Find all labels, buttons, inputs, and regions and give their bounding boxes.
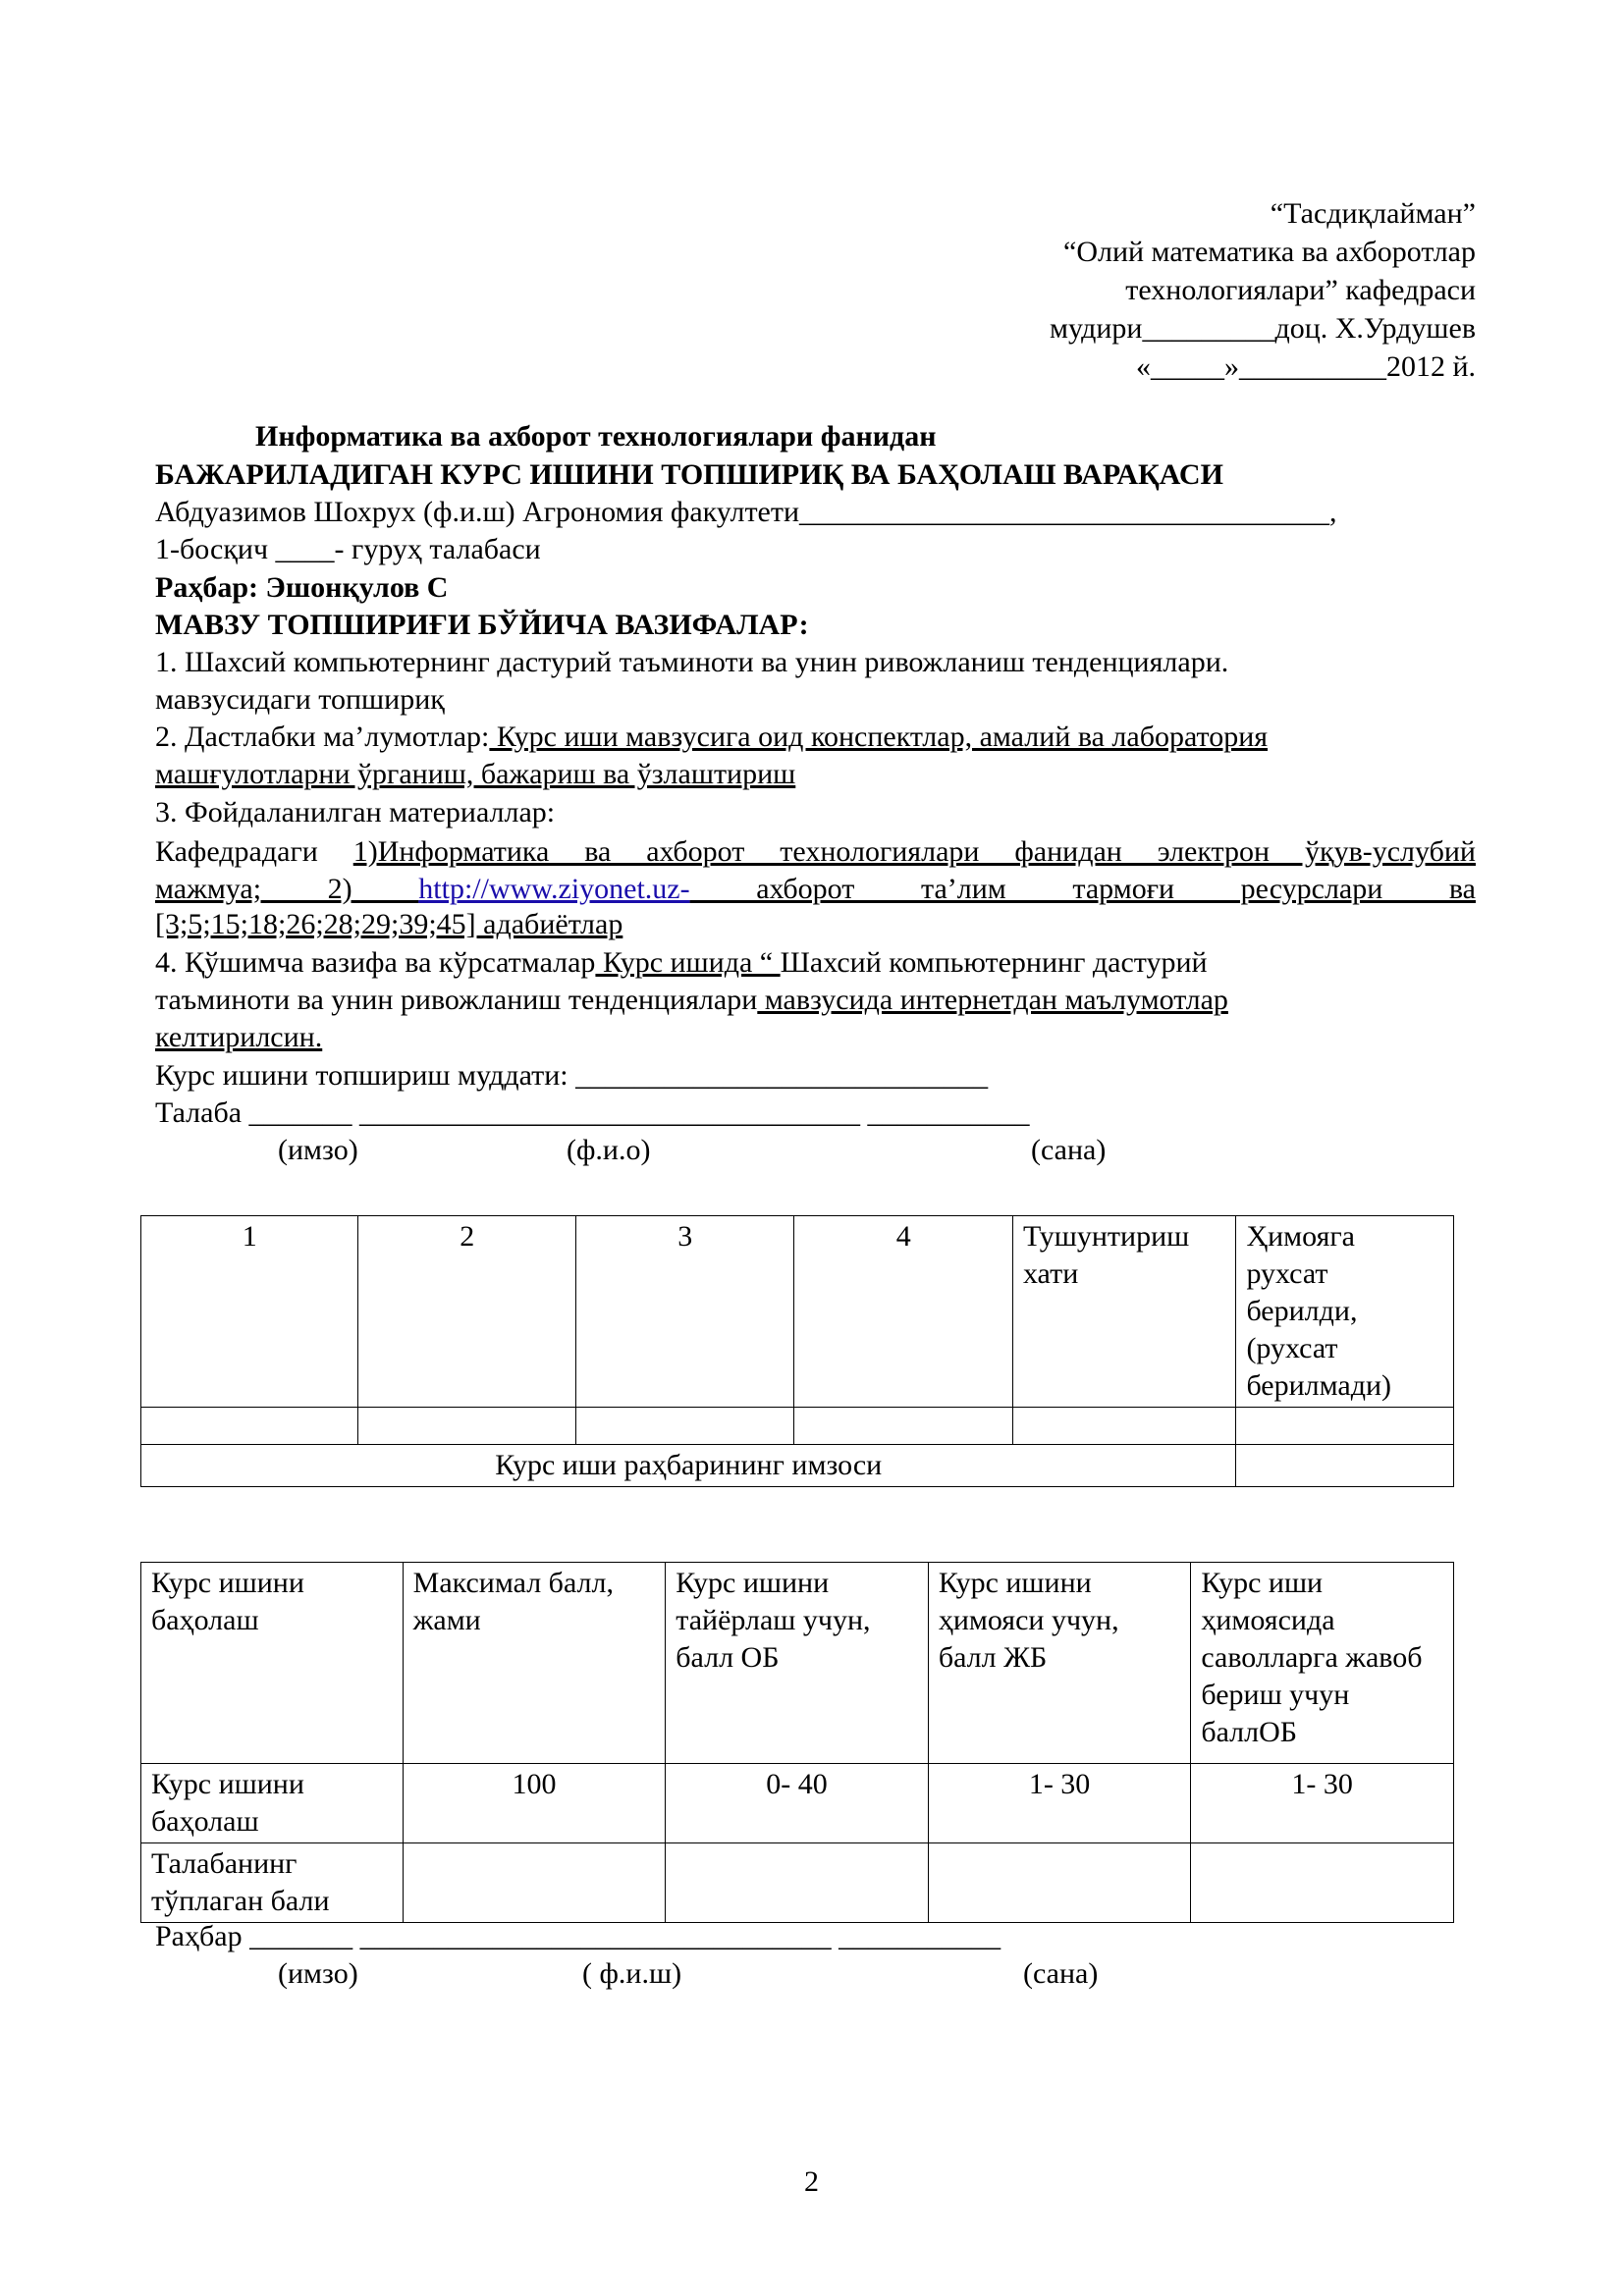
table-1-header-cell: 3 xyxy=(575,1216,793,1408)
grading-table xyxy=(140,1562,1454,1923)
tasks-status-table xyxy=(140,1215,1454,1487)
item-4-prefix: 4. Қўшимча вазифа ва кўрсатмалар xyxy=(155,946,596,979)
preparation-score-range: 0- 40 xyxy=(666,1764,929,1843)
item-4-line-1 xyxy=(155,946,1208,980)
supervisor-sign-imzo: (имзо) xyxy=(278,1957,358,1990)
supervisor-signature-cell xyxy=(1236,1445,1454,1487)
table-2-header-cell: Курс иши ҳимоясида саволларга жавоб бериш учун баллОБ xyxy=(1191,1563,1454,1764)
table-2-empty-cell xyxy=(1191,1843,1454,1923)
page-number: 2 xyxy=(804,2165,819,2198)
table-1-header-row xyxy=(141,1216,1454,1408)
table-2-max-row xyxy=(141,1764,1454,1843)
subject-heading: Информатика ва ахборот технологиялари фанидан xyxy=(255,420,937,453)
student-sign-fio: (ф.и.о) xyxy=(567,1134,651,1166)
student-sign-imzo: (имзо) xyxy=(278,1134,358,1166)
document-title: БАЖАРИЛАДИГАН КУРС ИШИНИ ТОПШИРИҚ ВА БАҲОЛАШ ВАРАҚАСИ xyxy=(155,458,1223,491)
item-2-text: Курс иши мавзусига оид конспектлар, амалий ва лаборатория xyxy=(489,721,1269,753)
item-4-rest: Шахсий компьютернинг дастурий xyxy=(780,946,1208,979)
supervisor-name: Раҳбар: Эшонқулов С xyxy=(155,571,449,604)
table-1-empty-cell xyxy=(1236,1408,1454,1445)
table-1-empty-cell xyxy=(575,1408,793,1445)
table-2-header-cell: Курс ишини ҳимояси учун, балл ЖБ xyxy=(928,1563,1191,1764)
approval-line-2: “Олий математика ва ахборотлар xyxy=(1063,236,1476,268)
deadline-line: Курс ишини топшириш муддати: ____________________________ xyxy=(155,1059,989,1092)
item-4-line-3: келтирилсин. xyxy=(155,1021,323,1053)
item-4-line-2-underlined: мавзусида интернетдан маълумотлар xyxy=(757,984,1228,1016)
max-score-value: 100 xyxy=(403,1764,666,1843)
table-1-empty-row xyxy=(141,1408,1454,1445)
item-4-underlined: Курс ишида “ xyxy=(595,946,781,979)
defense-score-range: 1- 30 xyxy=(928,1764,1191,1843)
ziyonet-link[interactable]: http://www.ziyonet.uz- xyxy=(418,873,690,905)
student-group: 1-босқич ____- гуруҳ талабаси xyxy=(155,533,541,565)
item-3-line-1 xyxy=(155,833,1476,871)
table-1-empty-cell xyxy=(794,1408,1012,1445)
table-1-header-cell: Ҳимояга рухсат берилди, (рухсат берилмади) xyxy=(1236,1216,1454,1408)
table-2-empty-cell xyxy=(666,1843,929,1923)
table-2-header-cell: Максимал балл, жами xyxy=(403,1563,666,1764)
table-2-student-row xyxy=(141,1843,1454,1923)
table-1-header-cell: 2 xyxy=(358,1216,575,1408)
approval-line-5: «_____»__________2012 й. xyxy=(1135,350,1476,383)
item-3-title: 3. Фойдаланилган материаллар: xyxy=(155,796,556,828)
student-sign-sana: (сана) xyxy=(1031,1134,1107,1166)
supervisor-sign-sana: (сана) xyxy=(1023,1957,1099,1990)
tasks-heading: МАВЗУ ТОПШИРИҒИ БЎЙИЧА ВАЗИФАЛАР: xyxy=(155,609,809,641)
item-2-prefix: 2. Дастлабки ма’лумотлар: xyxy=(155,721,490,753)
item-3-prefix: Кафедрадаги xyxy=(155,835,353,868)
student-sign-line: Талаба _______ __________________________________ ___________ xyxy=(155,1096,1030,1129)
table-2-header-cell: Курс ишини тайёрлаш учун, балл ОБ xyxy=(666,1563,929,1764)
item-2-line-1 xyxy=(155,721,1268,754)
approval-line-1: “Тасдиқлайман” xyxy=(1270,197,1476,230)
supervisor-sign-line: Раҳбар _______ ________________________________ ___________ xyxy=(155,1920,1001,1952)
item-3-text-2a: мажмуа; 2) xyxy=(155,873,419,905)
item-3-line-3: [3;5;15;18;26;28;29;39;45] адабиётлар xyxy=(155,908,623,940)
item-1-line-2: мавзусидаги топшириқ xyxy=(155,683,445,716)
table-2-row-label: Талабанинг тўплаган бали xyxy=(141,1843,404,1923)
table-1-empty-cell xyxy=(1012,1408,1236,1445)
table-1-empty-cell xyxy=(358,1408,575,1445)
approval-line-4: мудири_________доц. Х.Урдушев xyxy=(1049,312,1476,345)
table-1-header-cell: 4 xyxy=(794,1216,1012,1408)
item-3-text-1: 1)Информатика ва ахборот технологиялари фанидан электрон ўқув-услубий xyxy=(352,835,1476,868)
table-2-empty-cell xyxy=(403,1843,666,1923)
table-1-header-cell: 1 xyxy=(141,1216,358,1408)
approval-block xyxy=(1050,194,1476,386)
item-1-line-1: 1. Шахсий компьютернинг дастурий таъминоти ва унин ривожланиш тенденциялари. xyxy=(155,646,1229,678)
student-line: Абдуазимов Шохрух (ф.и.ш) Агрономия факултети____________________________________, xyxy=(155,496,1337,528)
table-2-row-label: Курс ишини баҳолаш xyxy=(141,1764,404,1843)
table-1-signature-row xyxy=(141,1445,1454,1487)
supervisor-sign-fish: ( ф.и.ш) xyxy=(582,1957,682,1990)
item-2-line-2: машғулотларни ўрганиш, бажариш ва ўзлаштириш xyxy=(155,758,796,790)
supervisor-signature-label: Курс иши раҳбарининг имзоси xyxy=(141,1445,1236,1487)
table-2-header-row xyxy=(141,1563,1454,1764)
table-1-empty-cell xyxy=(141,1408,358,1445)
table-2-empty-cell xyxy=(928,1843,1191,1923)
item-3-text-2b: ахборот та’лим тармоғи ресурслари ва xyxy=(689,873,1476,905)
table-1-header-cell: Тушунтириш хати xyxy=(1012,1216,1236,1408)
table-2-header-cell: Курс ишини баҳолаш xyxy=(141,1563,404,1764)
answers-score-range: 1- 30 xyxy=(1191,1764,1454,1843)
item-4-line-2 xyxy=(155,984,1228,1017)
item-4-line-2-plain: таъминоти ва унин ривожланиш тенденциялари xyxy=(155,984,758,1016)
approval-line-3: технологиялари” кафедраси xyxy=(1125,274,1476,306)
item-3-line-2 xyxy=(155,871,1476,908)
